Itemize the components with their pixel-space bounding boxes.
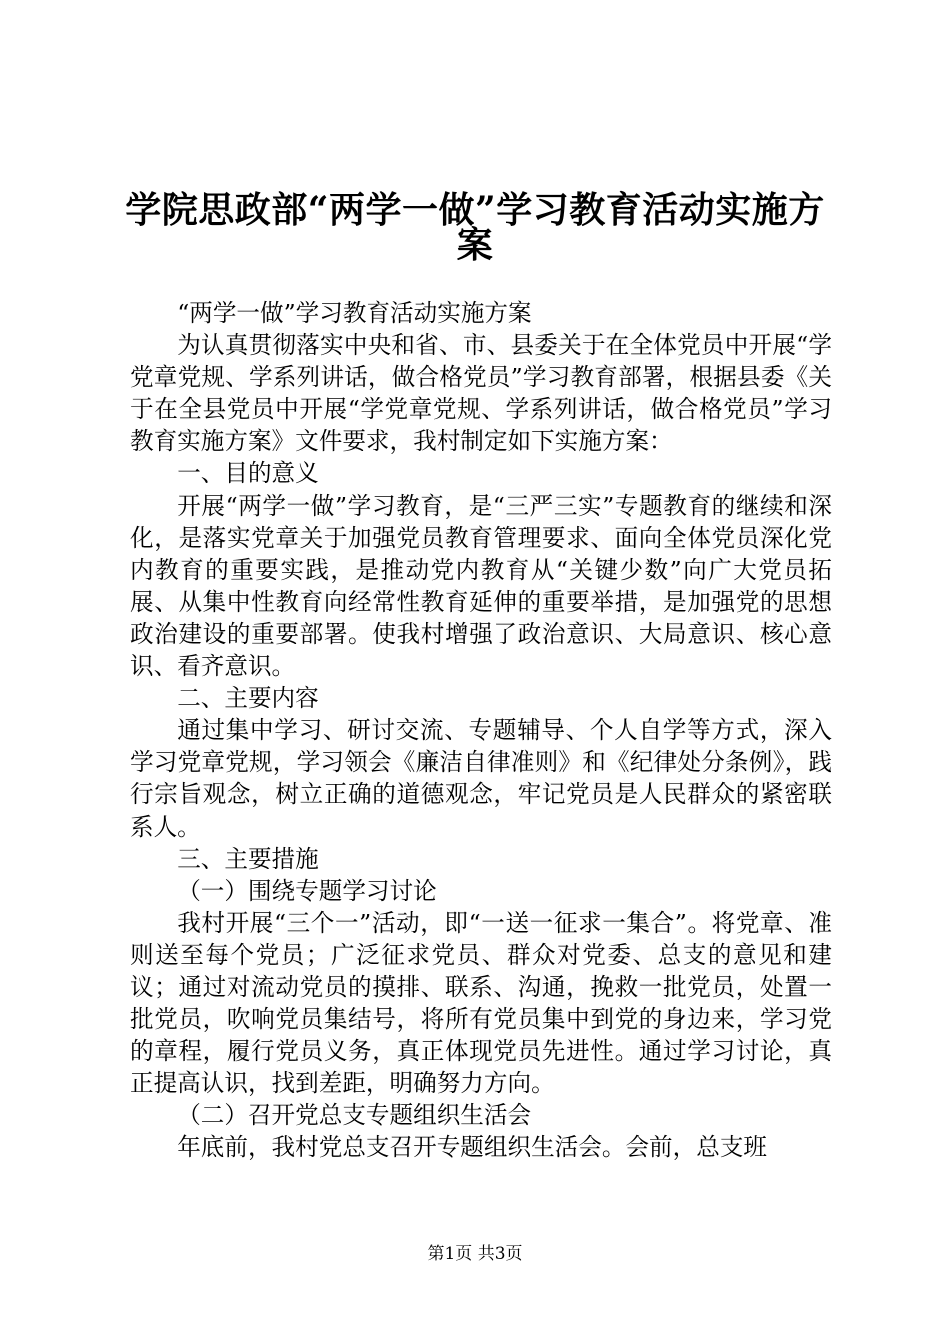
- paragraph-subtitle: “两学一做”学习教育活动实施方案: [177, 299, 532, 327]
- section-heading-purpose: 一、目的意义: [177, 459, 319, 488]
- subsection-heading-2: （二）召开党总支专题组织生活会: [177, 1101, 532, 1130]
- section-heading-measures: 三、主要措施: [177, 844, 319, 873]
- page-footer: 第1页 共3页: [427, 1244, 523, 1264]
- paragraph-content: 通过集中学习、研讨交流、专题辅导、个人自学等方式，深入学习党章党规，学习领会《廉洁自律准则》和《纪律处分条例》，践行宗旨观念，树立正确的道德观念，牢记党员是人民群众的紧密联系人。: [130, 716, 832, 841]
- document-title-line-2: 案: [456, 224, 494, 266]
- paragraph-measure-2: 年底前，我村党总支召开专题组织生活会。会前，总支班: [177, 1133, 768, 1162]
- paragraph-purpose: 开展“两学一做”学习教育，是“三严三实”专题教育的继续和深化，是落实党章关于加强党员教育管理要求、面向全体党员深化党内教育的重要实践，是推动党内教育从“关键少数”向广大党员拓展、从集中性教育向经常性教育延伸的重要举措，是加强党的思想政治建设的重要部署。使我村增强了政治意识、大局意识、核心意识、看齐意识。: [130, 491, 832, 681]
- document-title-line-1: 学院思政部“两学一做”学习教育活动实施方: [125, 189, 825, 231]
- paragraph-intro: 为认真贯彻落实中央和省、市、县委关于在全体党员中开展“学党章党规、学系列讲话，做合格党员”学习教育部署，根据县委《关于在全县党员中开展“学党章党规、学系列讲话，做合格党员”学习教育实施方案》文件要求，我村制定如下实施方案：: [130, 331, 832, 456]
- paragraph-measure-1: 我村开展“三个一”活动，即“一送一征求一集合”。将党章、准则送至每个党员；广泛征求党员、群众对党委、总支的意见和建议；通过对流动党员的摸排、联系、沟通，挽救一批党员，处置一批党员，吹响党员集结号，将所有党员集中到党的身边来，学习党的章程，履行党员义务，真正体现党员先进性。通过学习讨论，真正提高认识，找到差距，明确努力方向。: [130, 908, 832, 1098]
- document-body: [130, 297, 832, 1164]
- section-heading-content: 二、主要内容: [177, 684, 319, 713]
- subsection-heading-1: （一）围绕专题学习讨论: [177, 876, 437, 905]
